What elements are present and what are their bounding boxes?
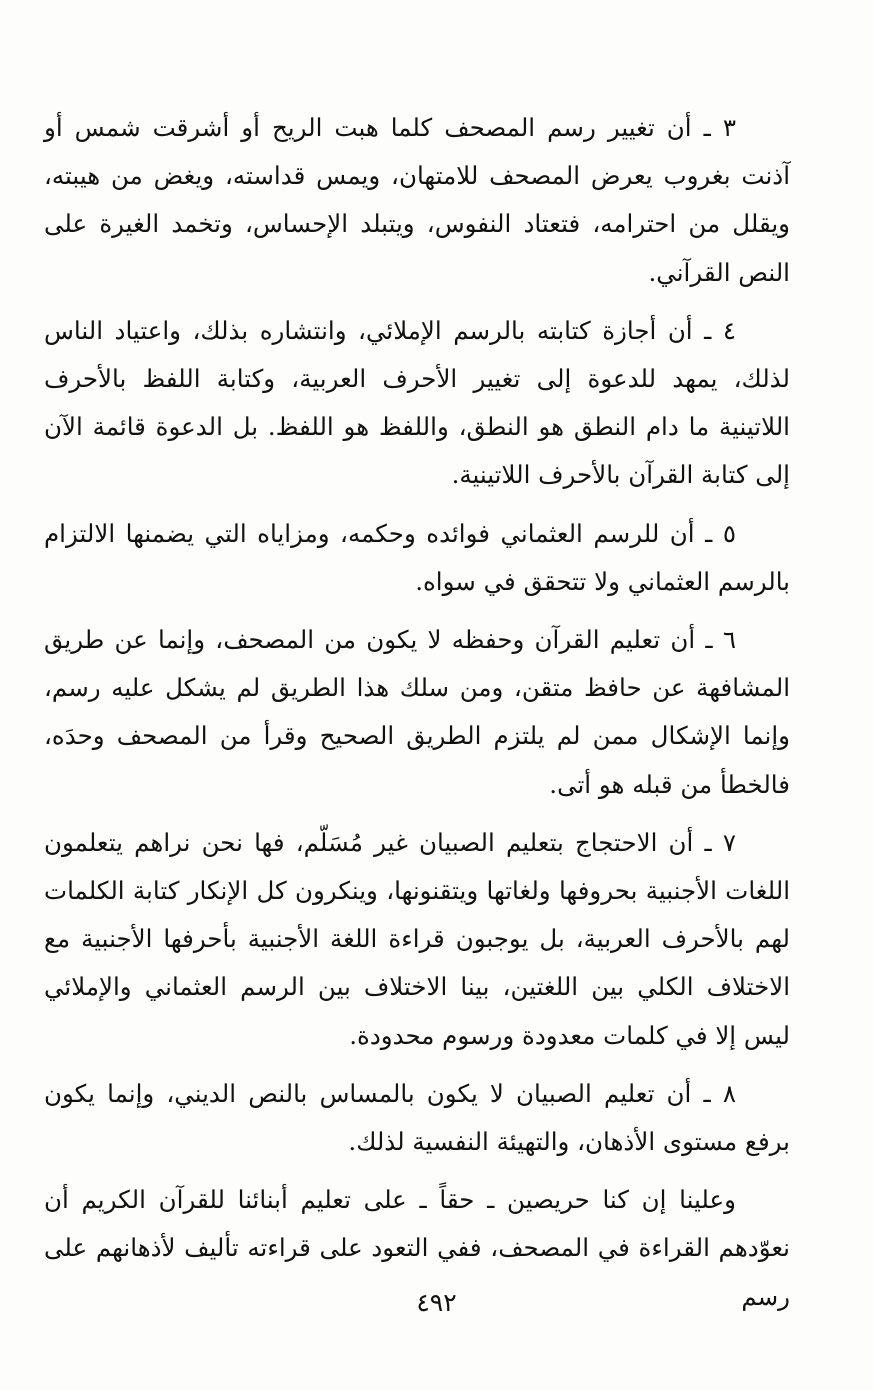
paragraph-point-8: ٨ ـ أن تعليم الصبيان لا يكون بالمساس بالنص الديني، وإنما يكون برفع مستوى الأذهان، والتهيئة النفسية لذلك. <box>44 1078 790 1157</box>
page-number: ٤٩٢ <box>416 1288 457 1317</box>
paragraph-conclusion: وعلينا إن كنا حريصين ـ حقاً ـ على تعليم أبنائنا للقرآن الكريم أن نعوّدهم القراءة في المصحف، ففي التعود على قراءته تأليف لأذهانهم على رسم <box>44 1185 790 1311</box>
paragraph-point-4: ٤ ـ أن أجازة كتابته بالرسم الإملائي، وانتشاره بذلك، واعتياد الناس لذلك، يمهد للدعوة إلى تغيير الأحرف العربية، وكتابة اللفظ بالأحرف اللاتينية ما دام النطق هو النطق، واللفظ هو اللفظ. بل الدعوة قائمة الآن إلى كتابة القرآن بالأحرف اللاتينية. <box>44 315 790 490</box>
paragraph-point-3: ٣ ـ أن تغيير رسم المصحف كلما هبت الريح أو أشرقت شمس أو آذنت بغروب يعرض المصحف للامتهان، ويمس قداسته، ويغض من هيبته، ويقلل من احترامه، فتعتاد النفوس، ويتبلد الإحساس، وتخمد الغيرة على النص القرآني. <box>44 113 790 287</box>
paragraph-point-5: ٥ ـ أن للرسم العثماني فوائده وحكمه، ومزاياه التي يضمنها الالتزام بالرسم العثماني ولا تتحقق في سواه. <box>44 518 790 596</box>
paragraph-point-6: ٦ ـ أن تعليم القرآن وحفظه لا يكون من المصحف، وإنما عن طريق المشافهة عن حافظ متقن، ومن سلك هذا الطريق لم يشكل عليه رسم، وإنما الإشكال ممن لم يلتزم الطريق الصحيح وقرأ من المصحف وحدَه، فالخطأ من قبله هو أتى. <box>44 625 790 799</box>
body-text <box>44 104 790 1331</box>
paragraph-point-7: ٧ ـ أن الاحتجاج بتعليم الصبيان غير مُسَلّم، فها نحن نراهم يتعلمون اللغات الأجنبية بحروفها ولغاتها ويتقنونها، وينكرون كل الإنكار كتابة الكلمات لهم بالأحرف العربية، بل يوجبون قراءة اللغة الأجنبية بأحرفها الأجنبية مع الاختلاف الكلي بين اللغتين، بينا الاختلاف بين الرسم العثماني والإملائي ليس إلا في كلمات معدودة ورسوم محدودة. <box>44 827 790 1050</box>
